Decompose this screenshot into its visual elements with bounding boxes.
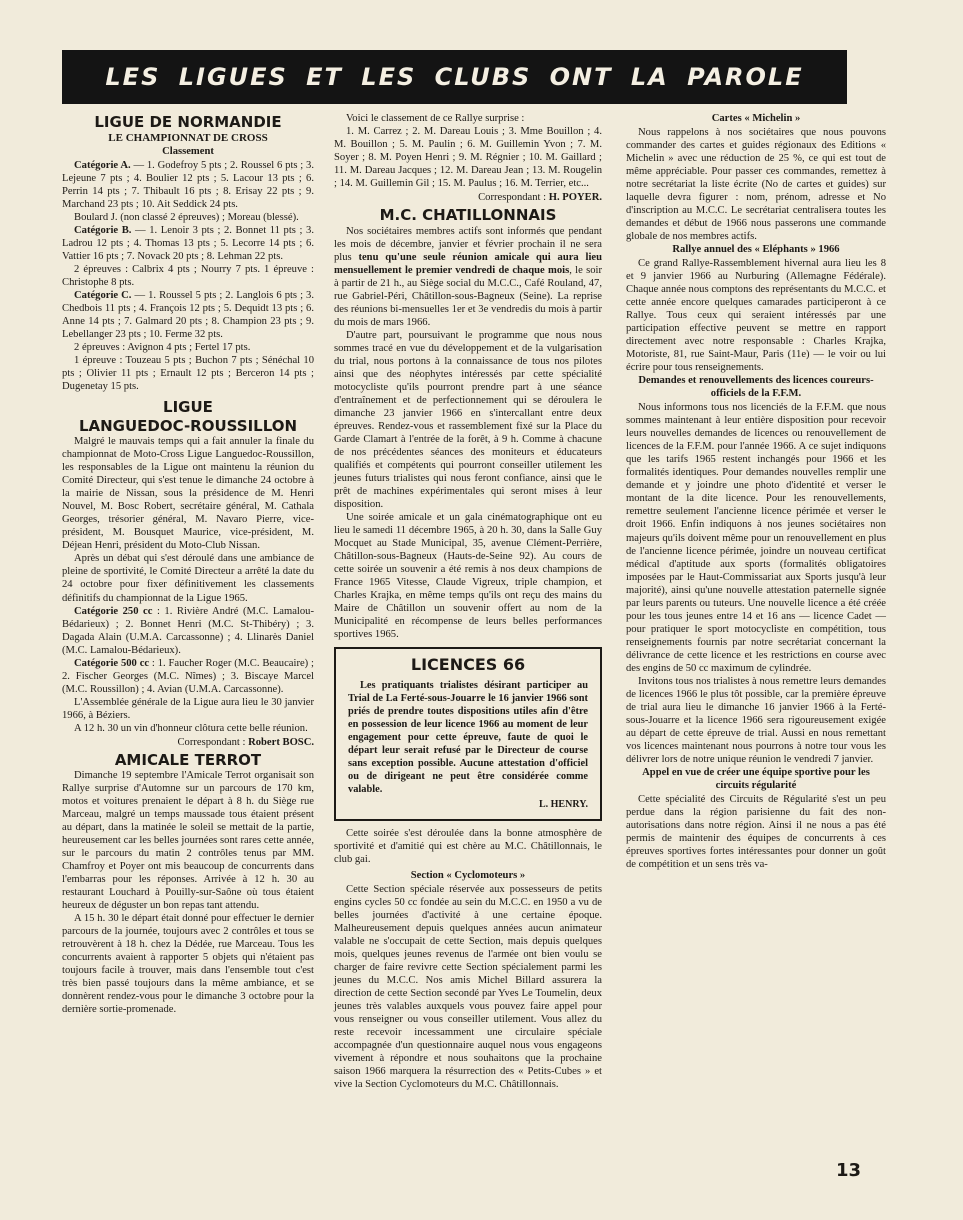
heading-chatillon: M.C. CHATILLONNAIS [379,206,557,225]
chatillon-p2: D'autre part, poursuivant le programme que nous nous sommes tracé en vue du développement et de la vulgarisation du trial, nous portons à la connaissance de tous nos pilotes ainsi que des néophytes intéressés par cette spécialité motocycliste qu'ils pourront prendre part à une séance d'entraînement et de perfectionnement qui se déroulera le dimanche 23 janvier 1966 en s'intercallant entre deux épreuves. Rendez-vous et rassemblement fixé sur la Place du Garde Clamart à l'entrée de la forêt, à 9 h. Comme à chacune de nos précédentes séances des moniteurs et éducateurs qualifiés et compétents qui pourront conseiller utilement les jeunes futurs trialistes qui nous feront confiance, ainsi que le prêt de machines expérimentales qui seront mises à leur disposition. [334,329,602,510]
chatillon-p1: Nos sociétaires membres actifs sont informés que pendant les mois de décembre, janvier et février prochain il ne sera plus tenu qu'une seule réunion amicale qui aura lieu mensuellement le premier vendredi de chaque mois, le soir à partir de 21 h., au Siège social du M.C.C., Café Rouland, 47, rue Gabriel-Péri, Châtillon-sous-Bagneux (Seine). La reprise des réunions bi-mensuelles 1er et 3e vendredis du mois à partir du mois de mars 1966. [334,225,603,328]
heading-terrot: AMICALE TERROT [114,750,262,769]
heading-rallye-elephants: Rallye annuel des « Eléphants » 1966 [672,244,840,256]
languedoc-p1: Malgré le mauvais temps qui a fait annuler la finale du championnat de Moto-Cross Ligue Languedoc-Roussillon, les responsables de la Ligue ont maintenu la réunion du Comité Directeur, qui s'est tenue le dimanche 24 octobre à la mairie de Nissan, sous la présidence de M. Henri Nouvel, M. Bosc Robert, secrétaire général, M. Cathala Georges, trésorier général, M. Navaro Pierre, vice-président, M. Bousquet Maurice, vice-président, M. Déjean Henri, président du Moto-Club Nissan. [62,436,314,552]
languedoc-p4: A 12 h. 30 un vin d'honneur clôtura cette belle réunion. [74,722,308,734]
heading-michelin: Cartes « Michelin » [711,113,801,124]
languedoc-p2: Après un débat qui s'est déroulé dans une ambiance de pleine de sportivité, le Comité Directeur a arrêté la date du 24 octobre pour fixer définitivement les classements définitifs du championnat de la Ligue 1965. [62,553,314,604]
heading-ligue: LIGUE [163,398,213,417]
chatillon-p3: Une soirée amicale et un gala cinématographique ont eu lieu le samedi 11 décembre 1965, à 20 h. 30, dans la Salle Guy Mocquet au Stade Municipal, 35, avenue Clément-Perrière, Châtillon-sous-Bagneux (Hauts-de-Seine 92). Au cours de cette soirée un souvenir a été remis à nos deux champions de France 1965 Vitesse, Claude Vigreux, triple champion, et Charles Krajka, en même temps qu'ils ont reçu des mains du Maire de Châtillon un souvenir offert au nom de la Municipalité en récompense de leurs belles performances sportives 1965. [334,511,602,641]
column-2 [334,112,602,1091]
normandie-cat-b: Catégorie B. — 1. Lenoir 3 pts ; 2. Bonnet 11 pts ; 3. Ladrou 12 pts ; 4. Thomas 13 pts ; 5. Lecorre 14 pts ; 6. Vattier 16 pts ; 7. Novack 20 pts ; 8. Lehman 22 pts. [62,225,314,263]
licences-ffm-p1: Nous informons tous nos licenciés de la F.F.M. que nous sommes maintenant à leur entière disposition pour recevoir leurs nouvelles demandes de licences ou renouvellement de licences de la F.F.M. pour l'année 1966. A ce sujet indiquons que les tarifs 1965 restent inchangés pour 1966 et les formalités identiques. Pour demandes nouvelles remplir une demande et y joindre une photo d'identité et verser le montant de la dite licence. Pour les renouvellements, remettre seulement l'ancienne licence périmée et verser le droit 1966. Enfin indiquons à nos jeunes sociétaires non majeurs qu'ils doivent même pour un renouvellement en plus de l'ancienne licence périmée, joindre un nouveau certificat médical d'aptitude aux sports (formalités obligatoires imposées par le Haut-Commissariat aux Sports jusqu'à leur majorité), ainsi qu'une nouvelle attestation paternelle signée par leurs parents ou tuteurs. Une nouvelle licence a été créée pour les tous jeunes entre 14 et 16 ans — licence Cadet — pour pratiquer le sport motocycliste en compétition, tous renseignements fournis par notre secrétariat concernant la délivrance de cette licence et les restrictions en course avec des engins de 50 cc maximum de cylindrée. [626,402,886,674]
heading-licences-ffm: Demandes et renouvellements des licences coureurs-officiels de la F.F.M. [638,375,874,400]
page-number: 13 [836,1160,862,1181]
terrot-p3: Voici le classement de ce Rallye surprise : [346,113,525,124]
languedoc-p3: L'Assemblée générale de la Ligue aura lieu le 30 janvier 1966, à Béziers. [62,696,314,721]
column-3 [626,112,886,871]
licences-66-title: LICENCES 66 [410,655,526,675]
normandie-cat-c-note2: 1 épreuve : Touzeau 5 pts ; Buchon 7 pts ; Sénéchal 10 pts ; Olivier 11 pts ; Ernault 12 pts ; Berceron 14 pts ; Dugenetay 15 pts. [62,355,314,393]
licences-66-box [334,647,602,821]
languedoc-signature: Correspondant : Robert BOSC. [177,736,314,748]
subheading-classement: Classement [162,146,214,158]
heading-cyclomoteurs: Section « Cyclomoteurs » [410,870,526,882]
normandie-cat-c-note1: 2 épreuves : Avignon 4 pts ; Fertel 17 pts. [74,342,251,354]
heading-languedoc: LANGUEDOC-ROUSSILLON [78,416,298,435]
rallye-elephants-p: Ce grand Rallye-Rassemblement hivernal aura lieu les 8 et 9 janvier 1966 au Nurburing (Allemagne Fédérale). Chaque année nous comptons des représentants du M.C.C. et cette année encore quelques camarades participeront à ce Rallye. Tous ceux qui seraient intéressés par une participation effective peuvent se mettre en rapport directement avec notre responsable : Charles Krajka, Motoriste, 81, rue Saint-Maur, Paris (11e) — le voir ou lui écrire pour tous renseignements. [626,258,886,374]
normandie-cat-c: Catégorie C. — 1. Roussel 5 pts ; 2. Langlois 6 pts ; 3. Chedbois 11 pts ; 4. François 12 pts ; 5. Dequidt 13 pts ; 6. Anne 14 pts ; 7. Galmard 20 pts ; 8. Champion 23 pts ; 9. Lebellanger 23 pts ; 10. Ferme 32 pts. [62,290,314,341]
terrot-signature: Correspondant : H. POYER. [478,192,602,204]
banner-title: LES LIGUES ET LES CLUBS ONT LA PAROLE [105,63,804,91]
terrot-p2: A 15 h. 30 le départ était donné pour effectuer le dernier parcours de la journée, toujours avec 2 contrôles et tous se retrouvèrent à 18 h. chez la Dédée, rue Marceau. Tous les concurrents avaient à rapporter 5 objets qui n'étaient pas toujours facile à trouver, mais dans l'ensemble tout c'est très bien passé toujours dans la même ambiance, et se donnèrent rendez-vous pour le dimanche 3 octobre pour la dernière sortie-promenade. [62,913,314,1016]
chatillon-p4: Cette soirée s'est déroulée dans la bonne atmosphère de sportivité et d'amitié qui est chère au M.C. Châtillonnais, le club gai. [334,828,602,866]
normandie-cat-b-note: 2 épreuves : Calbrix 4 pts ; Nourry 7 pts. 1 épreuve : Christophe 8 pts. [62,264,314,289]
terrot-p1: Dimanche 19 septembre l'Amicale Terrot organisait son Rallye surprise d'Automne sur un parcours de 170 km, motos et voitures prenaient le départ à 8 h. du Siège rue Marceau, malgré un temps maussade tous étaient présent au départ, dans la matinée le soleil se mettait de la partie, heureusement car les belles journées sont rares cette année, sur le parcours du matin 2 contrôles tenus par MM. Chamfroy et Poyer ont mis beaucoup de concurrents dans l'embarras pour les réponses. Arrivée à 12 h. 30 au restaurant Louchard à Pouilly-sur-Saône où tous étaient heureux de déguster un bon repas tant attendu. [62,770,314,912]
licences-ffm-p2: Invitons tous nos trialistes à nous remettre leurs demandes de licences 1966 le plus tôt possible, car la première épreuve de trial aura lieu le dimanche 16 janvier 1966 à la Ferté-sous-Jouarre et la licence 1966 sera rigoureusement exigée au départ de cette épreuve de trial. Aussi en nous remettant vos licences maintenant nous pourrons à notre tour vous les délivrer lors de notre unique réunion le vendredi 7 janvier. [626,675,886,765]
cyclomoteurs-p: Cette Section spéciale réservée aux possesseurs de petits engins cycles 50 cc fondée au sein du M.C.C. en 1950 a vu de belles journées d'activité à une certaine époque. Malheureusement depuis quelques années aucun animateur valable ne s'occupait de cette Section, mais depuis quelques mois, quelques jeunes revenus de l'armée ont bien voulu se charger de faire revivre cette Section spécialement parmi les jeunes du M.C.C. Nos amis Michel Billard assurera la direction de cette Section secondé par Yves Le Toumelin, deux jeunes très valables auxquels vous pouvez faire appel pour vous renseigner ou vous conseiller utilement. Vous allez du reste recevoir incessamment une circulaire spéciale accompagnée d'un questionnaire auquel nous vous engageons vivement à répondre et nous souhaitons que la prochaine saison 1966 marquera la résurrection des « Petits-Cubes » et vive la Section Cyclomoteurs du M.C. Châtillonnais. [334,884,602,1091]
section-banner [62,50,847,104]
heading-appel-equipe: Appel en vue de créer une équipe sportive pour les circuits régularité [642,766,870,791]
normandie-cat-a: Catégorie A. — 1. Godefroy 5 pts ; 2. Roussel 6 pts ; 3. Lejeune 7 pts ; 4. Boulier 12 pts ; 5. Lacour 13 pts ; 6. Perrin 14 pts ; 7. Thibault 16 pts ; 8. Erisay 22 pts ; 9. Marchand 23 pts ; 10. Ait Seddick 24 pts. [62,160,314,211]
languedoc-cat250: Catégorie 250 cc : 1. Rivière André (M.C. Lamalou-Bédarieux) ; 2. Bonnet Henri (M.C. St-Thibéry) ; 3. Dagada Alain (U.M.A. Carcassonne) ; 4. Llinarès Daniel (M.C. Lamalou-Bédarieux). [62,605,314,656]
licences-66-signature: L. HENRY. [538,798,588,810]
normandie-cat-a-note: Boulard J. (non classé 2 épreuves) ; Moreau (blessé). [74,212,299,224]
subheading-championnat: LE CHAMPIONNAT DE CROSS [108,131,268,144]
licences-66-body: Les pratiquants trialistes désirant participer au Trial de La Ferté-sous-Jouarre le 16 janvier 1966 sont priés de prendre toutes dispositions utiles afin d'être en possession de leur licence 1966 au moment de leur engagement pour cette épreuve, faute de quoi le départ leur serait refusé par le Directeur de course sans exception possible. Aucune attestation d'officiel ou de dirigeant ne peut être considérée comme valable. [348,679,588,795]
heading-normandie: LIGUE DE NORMANDIE [94,113,282,131]
languedoc-cat500: Catégorie 500 cc : 1. Faucher Roger (M.C. Beaucaire) ; 2. Fischer Georges (M.C. Nîmes) ; 3. Biscaye Marcel (M.C. Roussillon) ; 4. Avian (U.M.A. Carcassonne). [62,657,314,695]
column-1 [62,112,314,1016]
terrot-results: 1. M. Carrez ; 2. M. Dareau Louis ; 3. Mme Bouillon ; 4. M. Bouillon ; 5. M. Paulin ; 6. M. Guillemin Yvon ; 7. M. Soyer ; 8. M. Poyen Henri ; 9. M. Régnier ; 10. M. Gaillard ; 11. M. Dareau Jacques ; 12. M. Dareau Jean ; 13. M. Rougelin ; 14. M. Guillemin Gil ; 15. M. Paulus ; 16. M. Terrier, etc... [334,126,602,190]
michelin-p: Nous rappelons à nos sociétaires que nous pouvons commander des cartes et guides régionaux des Editions « Michelin » avec une réduction de 25 %, ce qui est tout de même appréciable. Pour passer ces commandes, remettez à notre secrétariat la liste écrite (No de cartes et guides) sur laquelle devra figurer : nom, prénom, adresse et No d'inscription au M.C.C. Le secrétariat centralisera toutes les demandes et début de 1966 nous passerons une commande globale de nos membres actifs. [626,127,886,243]
appel-equipe-p: Cette spécialité des Circuits de Régularité s'est un peu perdue dans la région parisienne du fait des non-autorisations dans notre région. Ainsi il ne nous a pas été permis de maintenir des équipes de concurrents à ces épreuves sportives fortes intéressantes pour donner un goût de compétition et un sens très va- [626,793,886,870]
